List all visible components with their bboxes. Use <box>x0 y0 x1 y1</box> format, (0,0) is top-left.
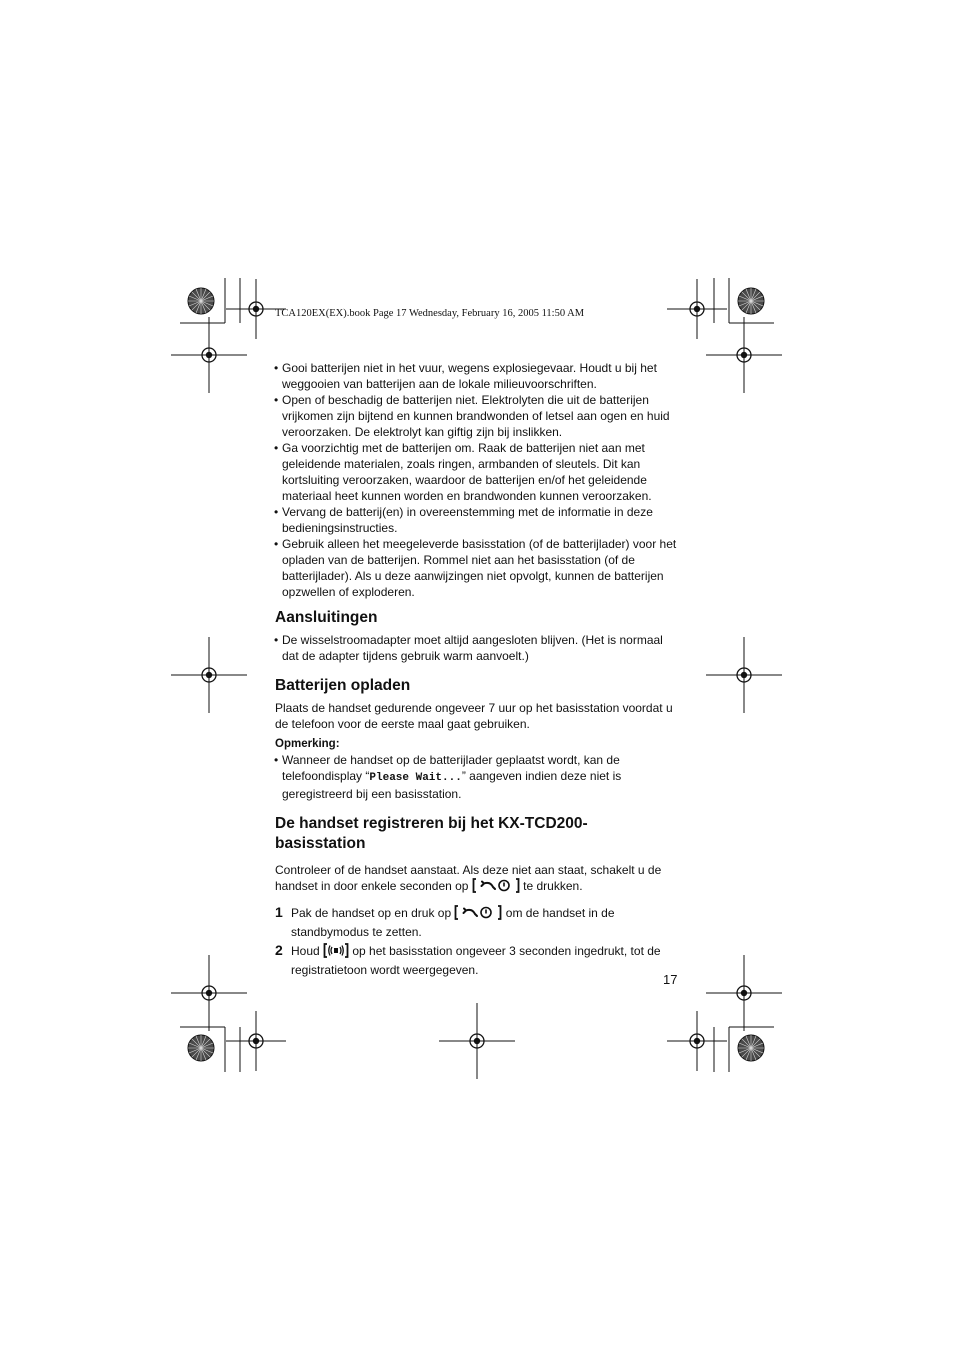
step-text-after: op het basisstation ongeveer 3 seconden ingedrukt, tot de registratietoon wordt weergegeven. <box>291 944 661 977</box>
registration-crosshair-icon <box>667 279 727 339</box>
registration-crosshair-icon <box>706 317 782 393</box>
registration-crosshair-icon <box>171 317 247 393</box>
step-item <box>275 905 680 940</box>
aansluitingen-bullet-list <box>275 632 680 664</box>
list-item <box>275 752 680 802</box>
step-text-before: Pak de handset op en druk op <box>291 906 455 920</box>
list-item: • Gooi batterijen niet in het vuur, wegens explosiegevaar. Houdt u bij het weggooien van batterijen aan de lokale milieuvoorschriften. <box>275 360 680 392</box>
list-item: • Open of beschadig de batterijen niet. Elektrolyten die uit de batterijen vrijkomen zijn bijtend en kunnen brandwonden of letsel aan ogen en huid veroorzaken. De elektrolyt kan giftig zijn bij inslikken. <box>275 392 680 440</box>
registration-intro <box>275 862 680 897</box>
note-label: Opmerking: <box>275 738 340 750</box>
step-text-after: om de handset in de standbymodus te zetten. <box>291 906 615 939</box>
charging-paragraph: Plaats de handset gedurende ongeveer 7 uur op het basisstation voordat u de telefoon voor de eerste maal gaat gebruiken. <box>275 701 673 731</box>
section-heading-aansluitingen: Aansluitingen <box>275 609 378 626</box>
locator-key-icon <box>323 943 349 962</box>
intro-text-after: te drukken. <box>519 879 583 893</box>
note-text-before: Wanneer de handset op de batterijlader geplaatst wordt, kan de telefoondisplay “ <box>282 753 620 783</box>
registration-crosshair-icon <box>706 637 782 713</box>
color-starburst-icon <box>738 1035 764 1061</box>
off-power-key-icon <box>454 905 502 924</box>
registration-crosshair-icon <box>439 1003 515 1079</box>
intro-text-before: Controleer of de handset aanstaat. Als deze niet aan staat, schakelt u de handset in door enkele seconden op <box>275 863 662 893</box>
registration-crosshair-icon <box>706 955 782 1031</box>
note-text-after: ” aangeven indien deze niet is geregistreerd bij een basisstation. <box>282 769 622 801</box>
list-item: • De wisselstroomadapter moet altijd aangesloten blijven. (Het is normaal dat de adapter tijdens gebruik warm aanvoelt.) <box>275 632 680 664</box>
heading-line-1: De handset registreren bij het KX-TCD200- <box>275 815 588 832</box>
color-starburst-icon <box>738 288 764 314</box>
list-item: • Vervang de batterij(en) in overeenstemming met de informatie in deze bedieningsinstructies. <box>275 504 680 536</box>
registration-crosshair-icon <box>667 1011 727 1071</box>
registration-crosshair-icon <box>226 1011 286 1071</box>
step-text-before: Houd <box>291 944 324 958</box>
registration-steps <box>275 905 680 978</box>
registration-crosshair-icon <box>171 637 247 713</box>
page-content <box>275 360 680 981</box>
section-heading-batterijen-opladen: Batterijen opladen <box>275 677 411 694</box>
color-starburst-icon <box>188 288 214 314</box>
heading-line-2: basisstation <box>275 835 366 852</box>
list-item: • Ga voorzichtig met de batterijen om. Raak de batterijen niet aan met geleidende materialen, zoals ringen, armbanden of sleutels. Dit kan kortsluiting veroorzaken, waardoor de batterijen en/of het geleidende materiaal heet kunnen worden en brandwonden kunnen veroorzaken. <box>275 440 680 504</box>
step-number: 2 <box>275 942 283 958</box>
page-number: 17 <box>663 972 678 987</box>
step-number: 1 <box>275 904 283 920</box>
print-header: TCA120EX(EX).book Page 17 Wednesday, February 16, 2005 11:50 AM <box>275 308 585 319</box>
color-starburst-icon <box>188 1035 214 1061</box>
registration-crosshair-icon <box>171 955 247 1031</box>
list-item: • Gebruik alleen het meegeleverde basisstation (of de batterijlader) voor het opladen van de batterijen. Rommel niet aan het basisstation (of de batterijlader). Als u deze aanwijzingen niet opvolgt, kunnen de batterijen opzwellen of exploderen. <box>275 536 680 600</box>
note-bullet-list <box>275 752 680 802</box>
section-heading-registreren <box>275 814 680 854</box>
off-power-key-icon <box>472 878 520 897</box>
display-message: Please Wait... <box>369 772 462 784</box>
step-item <box>275 943 680 978</box>
safety-bullet-list <box>275 360 680 600</box>
